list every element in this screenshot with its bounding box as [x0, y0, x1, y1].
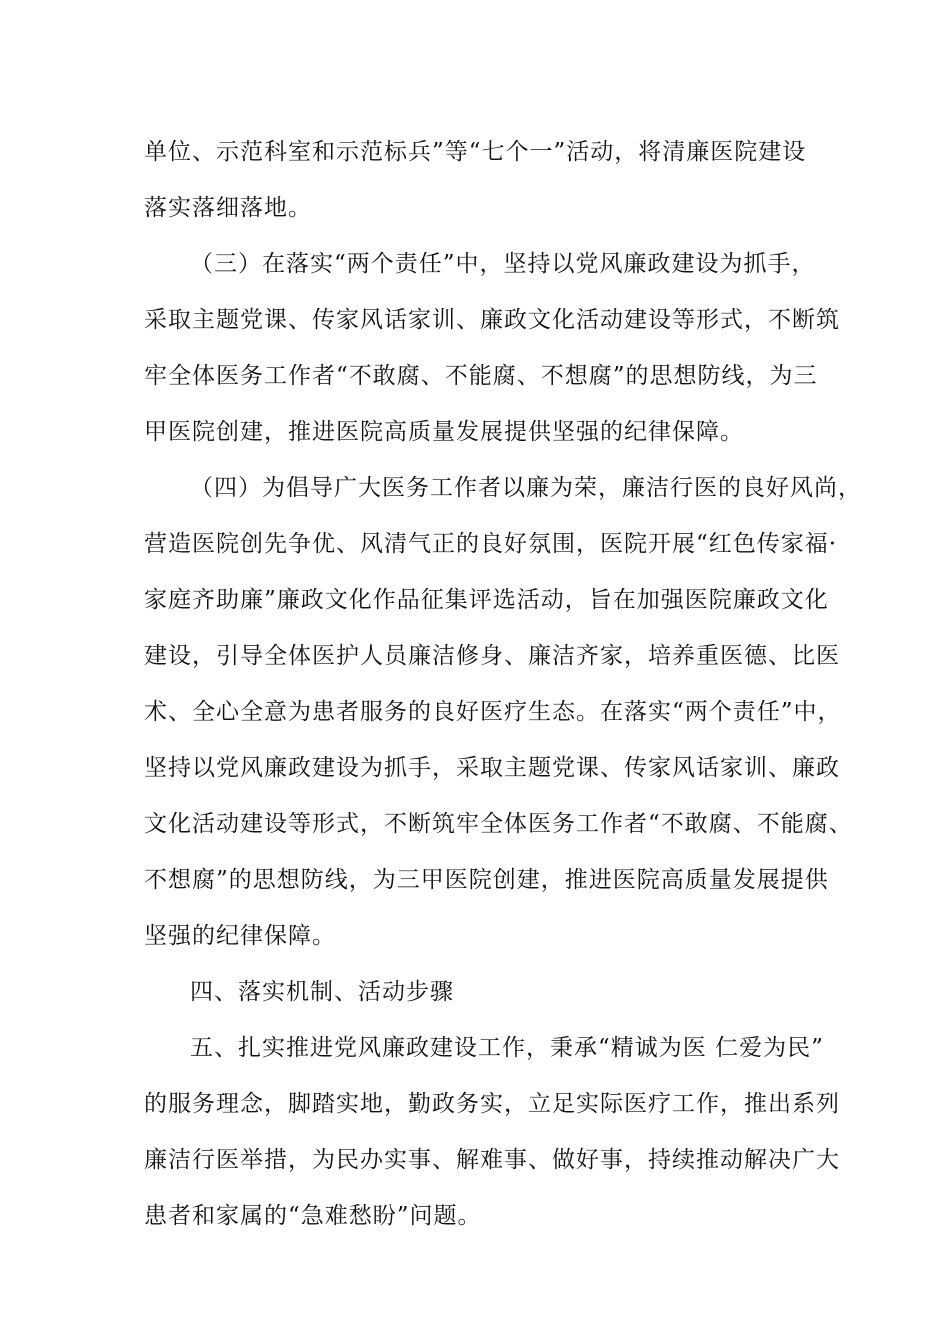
text-line: 不想腐”的思想防线，为三甲医院创建，推进医院高质量发展提供 [144, 867, 829, 893]
text-line: （四）为倡导广大医务工作者以廉为荣，廉洁行医的良好风尚， [190, 475, 862, 501]
text-line: 的服务理念，脚踏实地，勤政务实，立足实际医疗工作，推出系列 [144, 1091, 840, 1117]
text-line: 甲医院创建，推进医院高质量发展提供坚强的纪律保障。 [144, 419, 744, 445]
text-line: 廉洁行医举措，为民办实事、解难事、做好事，持续推动解决广大 [144, 1147, 840, 1173]
text-line: 五、扎实推进党风廉政建设工作，秉承“精诚为医 仁爱为民” [190, 1035, 824, 1061]
text-line: 文化活动建设等形式，不断筑牢全体医务工作者“不敢腐、不能腐、 [144, 811, 853, 837]
document-body [144, 124, 862, 1244]
text-line: 坚持以党风廉政建设为抓手，采取主题党课、传家风话家训、廉政 [144, 755, 840, 781]
text-line: （三）在落实“两个责任”中，坚持以党风廉政建设为抓手， [190, 251, 816, 277]
text-line: 术、全心全意为患者服务的良好医疗生态。在落实“两个责任”中， [144, 699, 842, 725]
text-line: 落实落细落地。 [144, 195, 312, 221]
section-heading: 四、落实机制、活动步骤 [190, 979, 454, 1005]
text-line: 患者和家属的“急难愁盼”问题。 [144, 1203, 482, 1229]
text-line: 单位、示范科室和示范标兵”等“七个一”活动，将清廉医院建设 [144, 139, 807, 165]
text-line: 坚强的纪律保障。 [144, 923, 336, 949]
text-line: 采取主题党课、传家风话家训、廉政文化活动建设等形式，不断筑 [144, 307, 840, 333]
text-line: 建设，引导全体医护人员廉洁修身、廉洁齐家，培养重医德、比医 [144, 643, 840, 669]
text-line: 家庭齐助廉”廉政文化作品征集评选活动，旨在加强医院廉政文化 [144, 587, 829, 613]
text-line: 营造医院创先争优、风清气正的良好氛围，医院开展“红色传家福· [144, 531, 838, 557]
text-line: 牢全体医务工作者“不敢腐、不能腐、不想腐”的思想防线，为三 [144, 363, 818, 389]
